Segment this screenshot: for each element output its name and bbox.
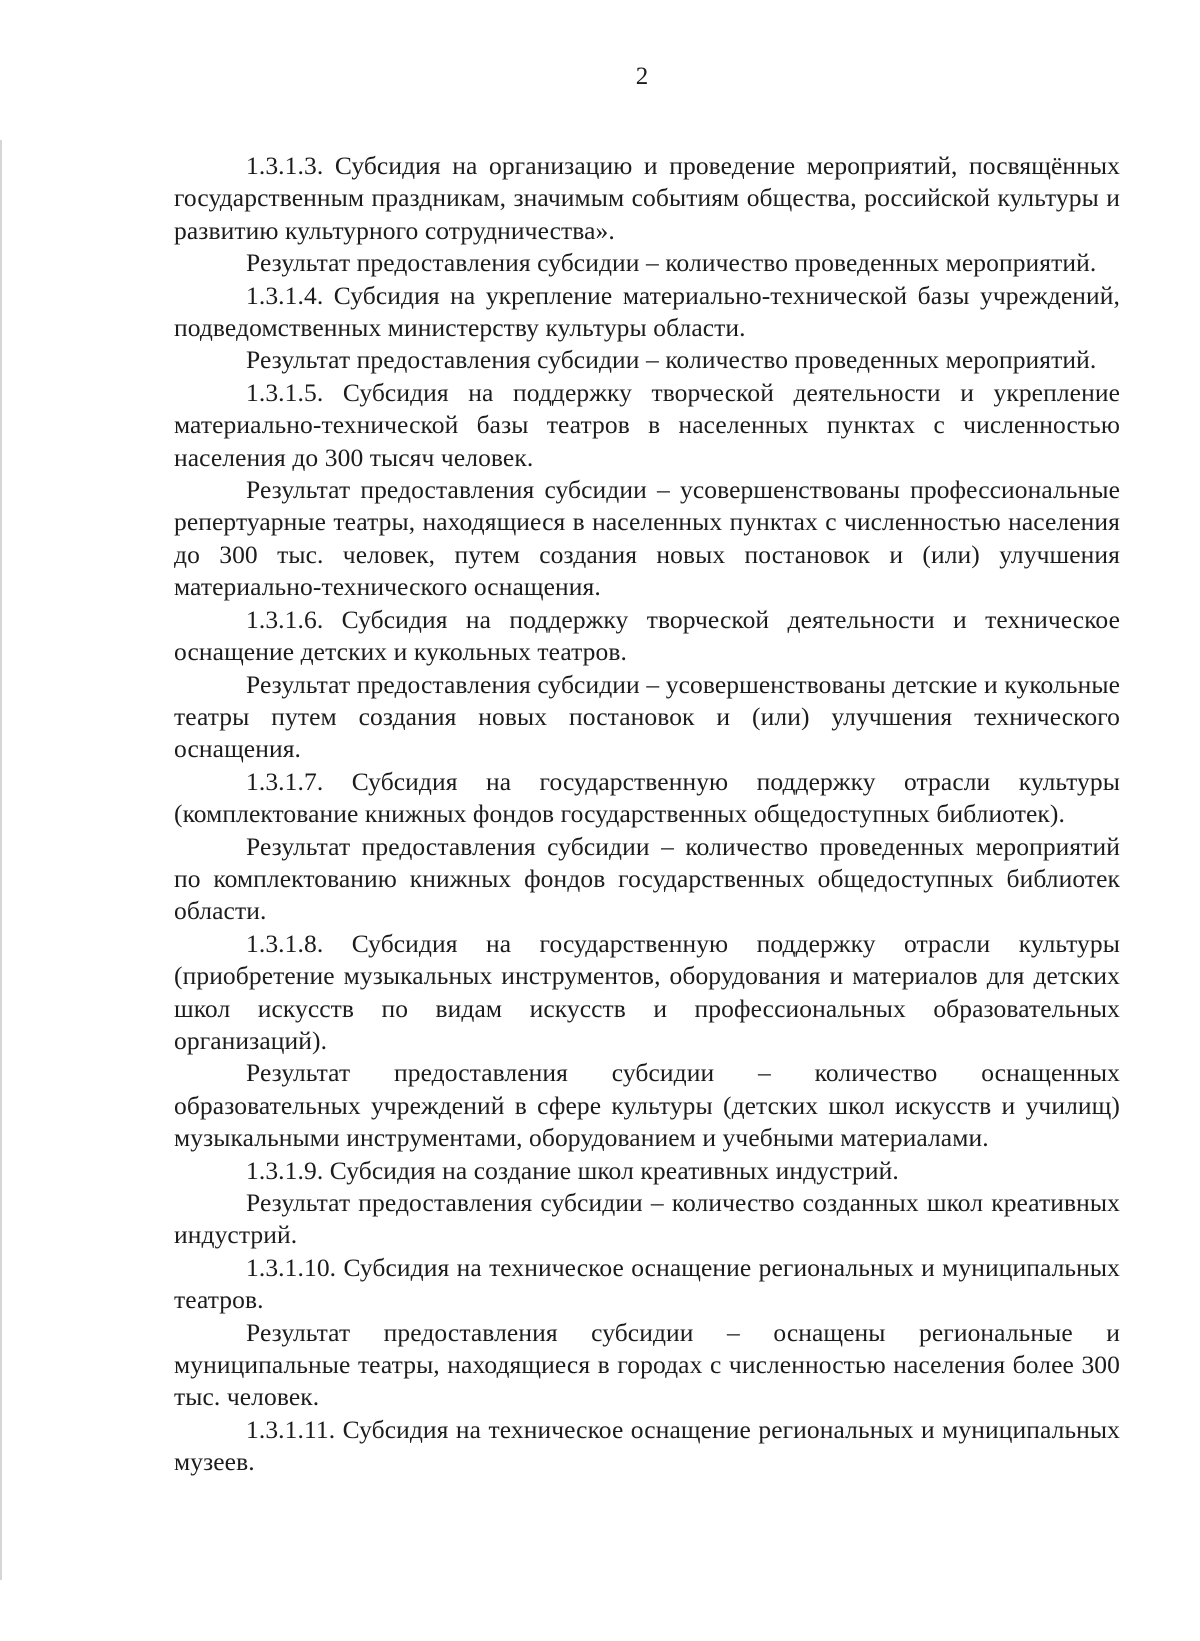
paragraph-result: Результат предоставления субсидии – количество оснащенных образовательных учреждений в сфере культуры (детских школ искусств и училищ) музыкальными инструментами, оборудованием и учебными материалами.	[174, 1058, 1120, 1153]
paragraph-result: Результат предоставления субсидии – количество созданных школ креативных индустрий.	[174, 1188, 1120, 1250]
paragraph-1-3-1-10: 1.3.1.10. Субсидия на техническое оснащение региональных и муниципальных театров.	[174, 1252, 1120, 1315]
page-number: 2	[635, 63, 649, 90]
paragraph-result: Результат предоставления субсидии – усовершенствованы профессиональные репертуарные театры, находящиеся в населенных пунктах с численностью населения до 300 тыс. человек, путем создания новых постановок и (или) улучшения материально-технического оснащения.	[174, 475, 1120, 602]
paragraph-1-3-1-4: 1.3.1.4. Субсидия на укрепление материально-технической базы учреждений, подведомственных министерству культуры области.	[174, 280, 1120, 343]
paragraph-result: Результат предоставления субсидии – усовершенствованы детские и кукольные театры путем создания новых постановок и (или) улучшения технического оснащения.	[174, 669, 1120, 764]
paragraph-1-3-1-9: 1.3.1.9. Субсидия на создание школ креативных индустрий.	[246, 1155, 899, 1185]
paragraph-1-3-1-11: 1.3.1.11. Субсидия на техническое оснащение региональных и муниципальных музеев.	[174, 1414, 1120, 1477]
scan-edge-shadow	[0, 140, 2, 1580]
paragraph-1-3-1-3: 1.3.1.3. Субсидия на организацию и проведение мероприятий, посвящённых государственным праздникам, значимым событиям общества, российской культуры и развитию культурного сотрудничества».	[174, 151, 1120, 245]
paragraph-result: Результат предоставления субсидии – количество проведенных мероприятий.	[246, 345, 1097, 375]
paragraph-result: Результат предоставления субсидии – количество проведенных мероприятий по комплектованию книжных фондов государственных общедоступных библиотек области.	[174, 831, 1120, 926]
paragraph-result: Результат предоставления субсидии – оснащены региональные и муниципальные театры, находящиеся в городах с численностью населения более 300 тыс. человек.	[174, 1317, 1120, 1412]
paragraph-result: Результат предоставления субсидии – количество проведенных мероприятий.	[246, 248, 1097, 278]
paragraph-1-3-1-6: 1.3.1.6. Субсидия на поддержку творческой деятельности и техническое оснащение детских и кукольных театров.	[174, 604, 1120, 667]
paragraph-1-3-1-8: 1.3.1.8. Субсидия на государственную поддержку отрасли культуры (приобретение музыкальных инструментов, оборудования и материалов для детских школ искусств по видам искусств и профессиональных образовательных организаций).	[174, 928, 1120, 1055]
document-body	[174, 150, 1120, 1479]
paragraph-1-3-1-5: 1.3.1.5. Субсидия на поддержку творческой деятельности и укрепление материально-технической базы театров в населенных пунктах с численностью населения до 300 тысяч человек.	[174, 377, 1120, 472]
paragraph-1-3-1-7: 1.3.1.7. Субсидия на государственную поддержку отрасли культуры (комплектование книжных фондов государственных общедоступных библиотек).	[174, 766, 1120, 829]
